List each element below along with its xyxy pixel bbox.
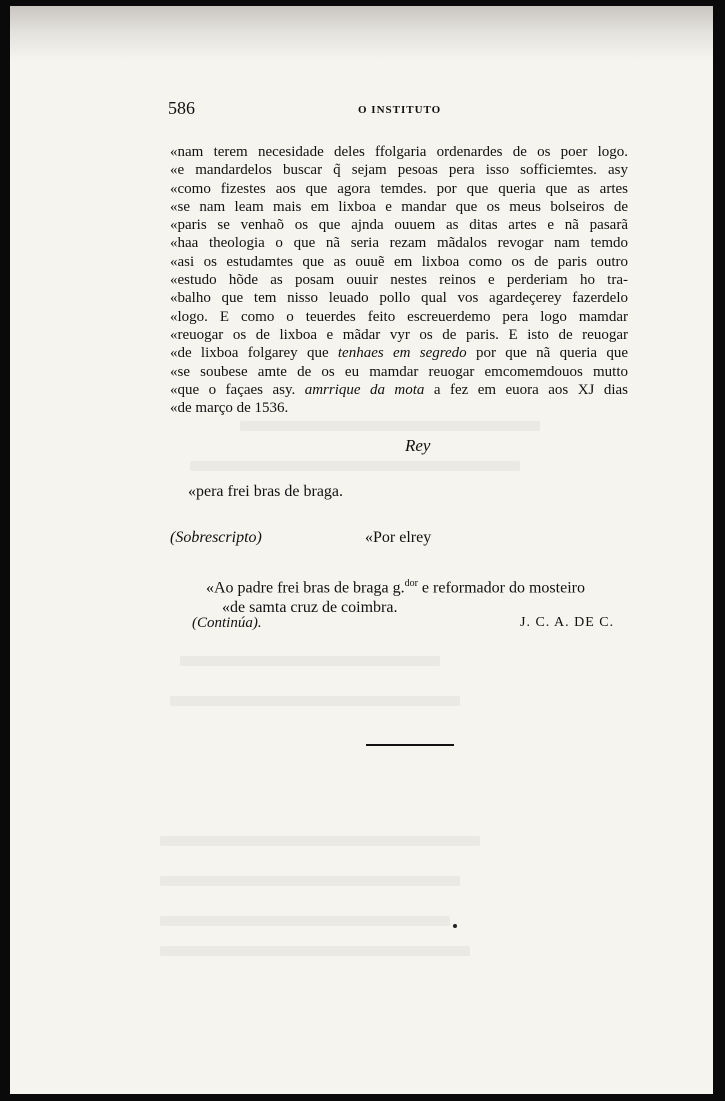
page xyxy=(10,6,713,1094)
address-line-2: «de samta cruz de coimbra. xyxy=(222,599,398,617)
addressee: «pera frei bras de braga. xyxy=(188,483,344,500)
section-rule xyxy=(366,744,454,746)
body-line: «como fizestes aos que agora temdes. por que queria que as artes xyxy=(170,180,628,197)
sobrescripto-label: (Sobrescripto) xyxy=(170,529,262,546)
body-line: «que o façaes asy. amrrique da mota a fez em euora aos XJ dias xyxy=(170,381,628,398)
body-line: «de março de 1536. xyxy=(170,400,289,417)
por-elrey: «Por elrey xyxy=(365,529,432,546)
bleed-through xyxy=(240,421,540,431)
scan-shadow xyxy=(10,6,713,61)
bleed-through xyxy=(170,696,460,706)
address-text: e reformador do mosteiro xyxy=(417,579,585,597)
body-line: «haa theologia o que nã seria rezam mãdalos revogar nam temdo xyxy=(170,235,628,252)
body-line: «e mandardelos buscar q̃ sejam pesoas pera isso sofficiemtes. asy xyxy=(170,162,628,179)
bleed-through xyxy=(160,876,460,886)
running-title: O INSTITUTO xyxy=(358,104,442,116)
address-line-1 xyxy=(206,574,585,598)
body-line: «de lixboa folgarey que tenhaes em segredo por que nã queria que xyxy=(170,345,629,362)
body-line: «se soubese amte de os eu mamdar reuogar emcomemdouos mutto xyxy=(170,363,628,380)
body-line: «reuogar os de lixboa e mãdar vyr os de paris. E isto de reuogar xyxy=(170,326,628,343)
letter-body xyxy=(170,143,628,417)
body-line: «logo. E como o teuerdes feito escreuerdemo pera logo mamdar xyxy=(170,308,628,325)
page-header xyxy=(168,98,638,122)
body-line: «se nam leam mais em lixboa e mandar que os meus bolseiros de xyxy=(170,198,628,215)
italic-phrase: amrrique da mota xyxy=(304,381,425,398)
body-line: «estudo hõde as posam ouuir nestes reinos e perderiam ho tra- xyxy=(170,272,628,289)
body-line: «asi os estudamtes que as ouuẽ em lixboa como os de paris outro xyxy=(170,253,628,270)
page-number: 586 xyxy=(168,98,195,118)
ink-speck xyxy=(453,924,457,928)
bleed-through xyxy=(160,946,470,956)
signature: Rey xyxy=(405,436,431,455)
bleed-through xyxy=(190,461,520,471)
address-text: «Ao padre frei bras de braga g. xyxy=(206,579,405,597)
address-block xyxy=(206,574,585,618)
body-line: «paris se venhaõ os que ajnda ouuem as ditas artes e nã pasarã xyxy=(170,217,628,234)
body-line: «balho que tem nisso leuado pollo qual vos agardeçerey fazerdelo xyxy=(170,290,628,307)
address-superscript: dor xyxy=(404,578,418,589)
continua-note: (Continúa). xyxy=(192,615,262,631)
italic-phrase: tenhaes em segredo xyxy=(337,345,467,362)
author-initials: J. C. A. DE C. xyxy=(520,615,615,630)
bleed-through xyxy=(160,836,480,846)
body-line: «nam terem necesidade deles ffolgaria ordenardes de os poer logo. xyxy=(170,144,628,160)
bleed-through xyxy=(160,916,450,926)
bleed-through xyxy=(180,656,440,666)
